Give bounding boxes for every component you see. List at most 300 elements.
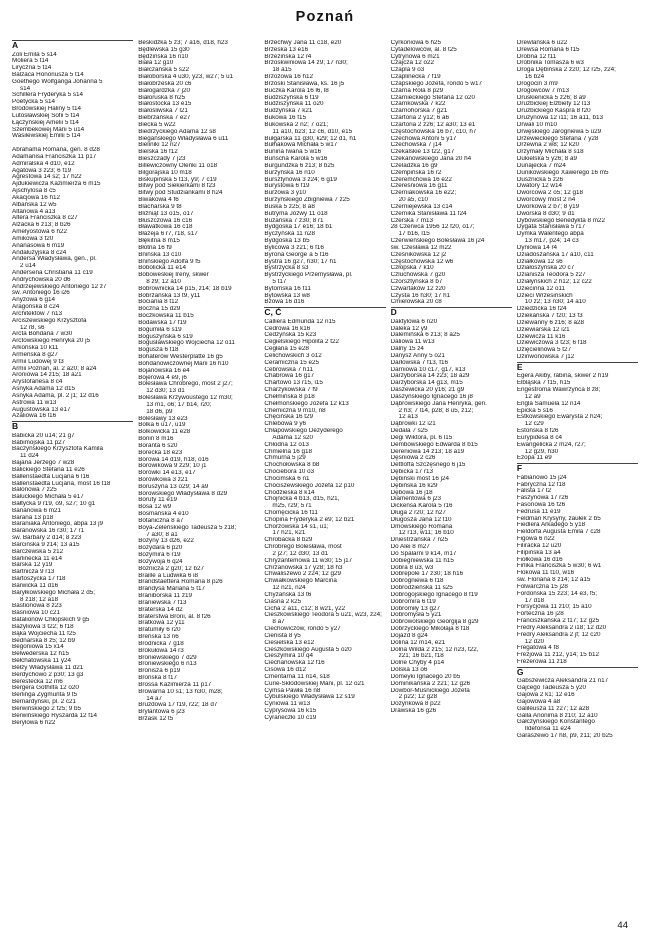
street-entry: Asnyka Adama, pl. 2 j1; 12 d16 [12,392,99,399]
street-entry: Bożymira 6 r19 [138,552,181,559]
street-entry: Bednarska 8 z5; 12 b9 [12,637,76,644]
street-entry: Cyniowa 11 w13 [264,701,311,708]
street-entry: Frezerowa 11 z18 [516,659,567,666]
street-entry: Bystrzycka 8 s3 [264,265,309,272]
street-entry: Gabszewicza Aleksandra 21 n17 [516,678,609,685]
street-entry: Buska 5 z25; 8 a8 [264,203,315,210]
street-entry: Ciasna 2 k25 [264,598,302,605]
street-entry: Cicha 2 a11, c12; 8 w21, y22 [264,605,346,612]
street-entry: Feldman Krysyny, zaułek 2 b5 [516,515,601,522]
street-entry: Boya-Żeleńskiego Tadeusza 5 z18; [138,524,237,531]
street-entry: Akacjowa 16 h12 [12,194,60,201]
street-entry: Buczka Karola 16 l6, l8 [264,87,329,94]
street-entry: Dobra 8 u3, w3 [390,564,434,571]
street-entry: Czeremchowa 16 e22 [390,176,452,183]
street-entry: Boczkowska 11 b15 [138,313,194,320]
street-entry-continuation: 12 r8, s6 [20,324,45,331]
street-entry: Baśniowa 10 c21 [12,610,60,617]
street-entry: Cedrowa 16 k16 [264,325,311,332]
street-entry: Cytadelowców, al. 8 t25 [390,46,457,53]
street-entry: Boboweskiej Ireny, skwer [138,272,209,279]
street-entry: Cześnikowska 12 j2 [390,251,447,258]
street-entry: Aragońska 8 c24 [12,304,60,311]
street-entry: Bunina Iwana 5 w16 [264,149,322,156]
street-entry: Burystowa 6 f19 [264,183,310,190]
street-entry: Brokułowa 14 r3 [138,647,184,654]
street-entry: Chojnicka 4 b13, d15, h21, [264,496,340,503]
street-entry: Dolna Wilda 2 z15; 12 n23, t22, [390,646,479,653]
street-entry: Aroniowa 14 z15; 18 a21 [12,372,82,379]
street-entry-continuation: 8 a7 [272,619,285,626]
street-entry: Czereśniowa 16 g11 [390,183,448,190]
street-entry: Brossa Kazimierza 11 p17 [138,681,212,688]
street-entry: Dobrepole 17 z30; 18 h16 [390,571,464,578]
street-entry: Altanowa 4 a13 [12,208,56,215]
street-entry: Brzechwy Jana 11 c18, e20 [264,40,342,46]
street-entry: Balzaca Honoriusza 5 t14 [12,71,84,78]
street-entry: Bogusławskiego Wojciecha 12 o11 [138,340,235,347]
street-entry: Bylicowa 3 z21; 6 f16 [264,244,324,251]
street-entry: Andrzejewskiego Antoniego 12 z7 [12,283,107,290]
street-entry: Dybowskiego Benedykta 8 m22 [516,217,606,224]
street-entry: Biebrzańska 7 e27 [138,115,191,122]
street-entry: Biwakowa 4 f6 [138,197,179,204]
street-entry: Bolesława Krzywoustego 12 m30; [138,395,233,402]
street-entry: Chryzantemowa 11 w30; 15 j17 [264,557,353,564]
street-entry: Drużbickiego Kaspra 8 f20 [516,108,591,115]
street-entry-continuation: 7 a30; 8 a1 [146,531,178,538]
street-entry: Działkowa 12 s6 [516,258,563,265]
street-entry: Drogowców 7 m13 [516,87,569,94]
street-entry: Chrzanowska 17 y28; 18 h3 [264,564,343,571]
street-entry-continuation: s14 [20,85,31,92]
section-letter: G [517,667,638,678]
street-entry: Fordońska 15 z23; 14 e3, f5; [516,590,597,597]
street-entry: Braniborska 11 z19 [138,593,192,600]
street-entry: Czechowska 7 j14 [390,142,442,149]
street-entry: Bolesławy 13 e23 [138,415,188,422]
street-entry: Dębiński most 16 j24 [390,475,450,482]
street-entry: Barlinecka 11 e14 [12,555,62,562]
street-entry: Bużańska 7 z30; 8 r1 [264,217,324,224]
street-entry: Dębińska 16 k29 [390,482,438,489]
street-entry-continuation: m25, r29; 5 r1 [272,503,312,510]
street-entry: Drobnika Tomasza 6 w3 [516,60,584,67]
street-entry: Bydgoska 13 b5 [264,238,310,245]
street-entry: Dąbrowskiego Jana Henryka, gen. [390,400,487,407]
street-entry: Bananowa 6 m21 [12,507,62,514]
index-column-4 [391,40,512,918]
street-entry: Altera Franciszka 8 c27 [12,215,78,222]
street-entry: Eurypidesa 8 c4 [516,434,562,441]
street-entry: Dedala 7 s25 [390,428,428,435]
street-entry: Bojanowska 16 e4 [138,367,190,374]
street-entry-continuation: 13 m1, o6; 17 b14, r20; [146,401,212,408]
street-entry: Dworcowa 2 o5; 12 g18 [516,190,583,197]
street-entry-continuation: 2 u14 [20,263,36,270]
street-entry: Drwali 10 m10 [516,121,558,128]
street-entry: Bojerowa 4 e9, j6 [138,374,187,381]
street-entry: Flokowa 11 t10, w16 [516,570,575,577]
index-column-3 [264,40,385,918]
street-entry: Bolkowicka 11 e28 [138,429,191,436]
street-entry: Berlinga Zygmunta 9 t5 [12,692,78,699]
street-entry: Armii Ludowej 9 t3 [12,358,64,365]
street-entry: Bohaterów Westerplatte 16 g5 [138,354,223,361]
street-entry: Chocimska 6 n1 [264,475,310,482]
street-entry: Arciszewskiego Krzysztofa [12,317,87,324]
street-entry: Dobromysła 5 y21 [390,612,442,619]
street-entry: Burgundzka 6 z13; 8 b25 [264,162,335,169]
street-entry: Dwatory 12 w14 [516,183,562,190]
street-entry: Beresteckа 12 m6 [12,678,63,685]
street-entry: Boranta 6 s20 [138,442,178,449]
street-entry: Biedrzyckiego Adama 12 s8 [138,128,216,135]
street-entry: Bogusza 6 t18 [138,347,179,354]
street-entry: Drużynowa 12 i11; 16 a11, b13 [516,115,604,122]
street-entry: Garaszewo 17 h8, p9, z11; 20 b25 [516,733,613,739]
page-title: Poznań [295,9,355,25]
street-entry: Dereniowa 14 z13; 18 a19 [390,448,465,455]
street-entry: Burzowa 3 y10 [264,190,307,197]
street-entry: Dziewicza 11 k16 [516,333,566,340]
street-entry: Burzyńska 16 n10 [264,169,315,176]
street-entry: Dunajecka 7 m24 [516,162,566,169]
street-entry: Arkońska 10 k11 [12,345,59,352]
street-entry: Dżinwonowska 7 j12 [516,354,575,361]
street-entry: Baluckiego Michała 5 e17 [12,494,84,501]
street-entry: Działyńskich 2 h12; 12 c22 [516,278,592,285]
street-entry: Galla Anonima 8 z10; 12 a10 [516,712,598,719]
street-entry: Bosa 12 w9 [138,504,172,511]
street-entry: Armeńska 8 g27 [12,351,58,358]
street-entry: Charzykowska 7 f9 [264,387,318,394]
street-entry: Darzyborska 14 g13, m15 [390,380,463,387]
street-entry: Agrestowa 14 s2; 17 h22 [12,174,82,181]
street-entry: Bliźniąt 13 o15, o17 [138,210,194,217]
street-entry: Albańska 12 w5 [12,201,57,208]
street-entry: Bytowska 13 w8 [264,292,310,299]
street-entry: Bożydara 6 p20 [138,545,183,552]
street-entry: Dobrodzieńska 11 s25 [390,585,453,592]
street-entry: Daktylowa 6 n20 [390,318,438,325]
street-entry: Bełchatowska 11 y24 [12,658,72,665]
section-letter: B [12,421,133,432]
street-index-columns [12,40,638,918]
street-entry: Chrobacka 8 b29 [264,537,313,544]
street-entry: Biskupińska 5 t13, y9; 7 c19 [138,176,217,183]
street-entry: Fieldorfa Augusta Emila 7 c28 [516,529,601,536]
street-entry: Chartowo 13 r15, i15 [264,380,323,387]
street-entry: Gajowa 2 k1; 12 e16 [516,692,575,699]
street-entry: Do Spalarni 9 k14, m17 [390,550,457,557]
street-entry: Gajcego Tadeusza 5 y20 [516,685,587,692]
street-entry-continuation: 17 d18 [524,597,545,604]
street-entry: Asnyka Adama 12 d15 [12,386,76,393]
street-entry: Druskienicka 5 z26; 8 a9 [516,94,586,101]
street-entry: Dobrogojskiego Ignacego 8 f19 [390,591,478,598]
street-entry: Billewiczówny Oleńki 11 o18 [138,162,218,169]
street-entry: Calliera Edmunda 12 n15 [264,318,336,325]
street-entry: Czerniakowska 16 e22; [390,190,457,197]
street-entry: Chęcińska 16 t29 [264,414,314,421]
street-entry: Chełmińska 8 p18 [264,393,315,400]
street-entry: Daleka 12 y9 [390,325,428,332]
street-entry: Bosmańska 4 e10 [138,511,189,518]
street-entry: Dolska 13 o6 [390,667,428,674]
street-entry: Borówkowa 3 z21 [138,477,188,483]
street-entry: Dworkowa 2 b7; 8 y19 [516,203,580,210]
street-entry: Moliera 5 t14 [12,58,49,65]
street-entry: Bratumiły 6 r20 [138,627,181,634]
street-entry: Drobna 12 f11 [516,53,557,60]
street-entry: Błękitna 8 m15 [138,238,180,245]
street-entry-continuation: 12 d30; 13 d1 [146,388,185,395]
street-entry: Częstochowska 12 w6 [390,258,454,265]
street-entry: Czajcza 12 o22 [390,60,435,67]
street-entry: Dworska 8 d30; 9 d1 [516,210,575,217]
street-entry: Czarnkowska 7 k22 [390,101,446,108]
street-entry: Bobrownicka 14 p15, z14; 18 b19 [138,285,232,292]
street-entry-continuation: 11 d24 [20,453,39,460]
street-entry: Ananasowa 6 m19 [12,242,65,249]
street-entry: Czysta 16 h30; 17 h1 [390,292,451,299]
street-entry: Cieszymira 10 q4 [264,653,314,660]
street-entry: Dymka Walentego abpa [516,231,584,238]
street-entry: Dobiegniewska 11 h15 [390,557,454,564]
street-entry: Dolina 12 m14, e21 [390,639,446,646]
street-entry-continuation: 12 a13 [398,414,418,421]
street-entry: Barwicka 11 d16 [12,582,59,589]
street-entry: Czerwieńskiego Bolesława 16 j24 [390,238,485,245]
street-entry: Bolka 6 u17, u19 [138,422,186,429]
street-entry: Dziewanny 6 z16; 8 a28 [516,319,585,326]
street-entry: Dembowskiego Edwarda 8 b15 [390,441,478,448]
street-entry: Dobromira 6 t19 [390,598,436,605]
street-entry: Falista 17 t2 [516,488,552,495]
street-entry: Czechowa Antoni 5 y17 [390,135,457,142]
section-letter: D [391,307,512,318]
street-entry: Cymsa Pawła 16 n8 [264,687,321,694]
street-entry: Fredry Aleksandra 2 jf; 12 c20 [516,631,601,638]
street-entry: Barcińska 9 z14; 13 a15 [12,541,80,548]
street-entry: Dziekańska 7 f20; 13 f3 [516,313,583,320]
street-entry: Będlewska 15 g30 [138,46,190,53]
street-entry-continuation: 10 z2; 13 n30; 14 a10 [524,299,586,306]
street-entry: Daszewicka 20 y16; 21 g9 [390,387,465,394]
street-entry: Butryma Józwy 11 o18 [264,210,328,217]
street-entry: Dygata Stanisława 5 r17 [516,224,586,231]
street-entry: Borówki 14 e13, e17 [138,470,196,477]
street-entry: Figowa 6 n22 [516,536,555,543]
street-entry: Forteczna 16 j28 [516,611,564,618]
street-entry: Czerniejewska 13 c14 [390,203,453,210]
street-entry: Cybulskiego Władysława 12 s19 [264,694,355,701]
street-entry-continuation: 16 b24 [524,74,545,81]
street-entry: Człopska 7 k10 [390,265,434,272]
page-number: 44 [617,920,628,931]
street-entry: Chwiałkowskiego Marcina [264,578,337,585]
street-entry: Bałtycka 9 r19, o9, s27; 10 g1 [12,501,96,507]
street-entry: Cebrowska 7 h11 [264,366,313,373]
street-entry: Faszynowa 17 r26 [516,495,569,502]
street-entry: Danysz Anny 5 o21 [390,352,445,359]
street-entry: Ciechanowska 12 f16 [264,660,325,667]
street-entry: Breńska 13 n6 [138,634,179,641]
street-entry: Zoli Emila 5 s14 [12,51,57,58]
street-entry: Arctowskiego Henryka 20 j5 [12,338,91,345]
street-entry: Budzyńska 7 k21 [264,108,313,115]
street-entry: Curie-Skłodowskiej Mani, pl. 12 o21 [264,680,365,687]
street-entry: Bieszczady 7 j23 [138,156,186,163]
street-entry: Bożyny 13 d26, e22 [138,538,194,545]
street-entry: Fredry Aleksandra 2 i18; 12 d20 [516,624,607,631]
street-entry: Cienista 8 y5 [264,632,301,639]
street-entry: Elbląska 7 f15, h15 [516,380,571,387]
street-entry: Adamanisa Franciszka 11 p17 [12,153,97,160]
street-entry: Bielska 16 f12 [138,149,178,156]
street-entry: Babimojska 11 p27 [12,439,66,446]
street-entry: Forsycjowa 11 z10; 15 a10 [516,604,592,611]
street-entry: Bohdanowiczównej Marii 16 h10 [138,360,229,367]
street-entry: Bukowska 2 n2; 7 o21; [264,121,329,128]
street-entry: Bnińska 13 c10 [138,251,182,258]
street-entry: Chrobrego Bolesława, most [264,544,342,551]
street-entry: Błotna 16 f9 [138,244,172,251]
street-entry: Cyraneczki 10 c19 [264,714,317,721]
street-entry: Chwaliszewo 2 z24; 12 g29 [264,571,342,578]
street-entry: Brandysa Mariana 5 t17 [138,586,206,593]
street-entry: Czernika Stanisława 11 f24 [390,210,467,217]
street-entry: Brodnicka 7 g18 [138,640,184,647]
street-entry: Cytrynowa 6 m21 [390,53,440,60]
street-entry: Dębowa 16 j18 [390,489,433,496]
street-entry: Drogocin 3 m9 [516,80,558,87]
street-entry: Dmowskiego Romana [390,523,453,530]
street-entry: Bronisza 6 p19 [138,668,181,675]
street-entry-continuation: 14 a7 [146,695,162,702]
street-entry: Czorsztyńska 8 b7 [390,278,443,285]
street-entry: Bazyliowa 3 t22; 6 f18 [12,623,74,630]
street-entry: Dworcowy most 2 n4 [516,197,576,204]
street-entry-continuation: 13 m17, p24; 14 c3 [524,238,579,245]
street-entry: Błażeja 6 r7, r18, s17 [138,231,198,238]
street-entry: Dobrowolskiego Georgija 8 g29 [390,619,479,626]
street-entry: Andersena Christiana 11 c19 [12,270,93,276]
street-entry: Ciesielska 13 e12 [264,639,315,646]
street-entry: Frezjowa 11 z12, y14; 15 b12 [516,652,599,659]
street-entry: Chmurna 5 j29 [264,455,306,462]
street-entry: Andrychowska 20 d6 [12,276,71,283]
street-entry: Chlebowa 9 y6 [264,421,307,428]
street-entry: Czarnieckiego Stefana 12 o20 [390,94,475,101]
street-entry: Czempińska 16 r2 [390,169,442,176]
street-entry: Cisowa 16 d12 [264,667,307,674]
street-entry: Abrahama Romana, gen. 8 d28 [12,147,100,154]
street-entry: Fiedlera Arkadego 5 y18 [516,522,586,529]
street-entry: Bułgarska 11 g30, k29; 12 d1, h1 [264,135,357,142]
street-entry: Dębicka 17 r13 [390,469,433,476]
street-entry: Bzowa 16 d16 [264,299,305,306]
street-entry: Białczańska 5 s22 [138,67,189,74]
street-entry-continuation: 5 t17 [272,278,287,285]
section-letter: C, Ć [264,307,385,318]
section-letter: A [12,40,133,51]
street-entry: Brandstaettera Romana 8 p26 [138,579,223,586]
street-entry: Dojazd 8 g24 [390,632,428,639]
street-entry: Chopina Fryderyka 2 e9; 12 b21 [264,516,355,523]
street-entry: Dobrzyckiego Mikołaja 8 f18 [390,626,470,633]
street-entry: Działoszyńska 20 c7 [516,265,575,272]
street-entry: Chmielna 16 g18 [264,448,313,455]
street-entry: Czarna Rola 8 p29 [390,87,444,94]
street-entry: Czaplinecka 7 f19 [390,74,441,81]
street-entry: Czwartaków 12 z20 [390,285,446,292]
street-entry-continuation: 18 a15 [272,67,292,74]
street-entry: Brzezińska 12 r4 [264,53,312,60]
street-entry: Dusznicka 5 z26 [516,176,564,183]
street-entry: Begoniowa 15 x14 [12,644,64,651]
street-entry: Brońska 8 f17 [138,675,178,682]
street-entry: Ajschylosa 8 c5 [12,188,56,195]
street-entry: Ezopa 11 e9 [516,455,552,462]
street-entry: Gajowowa 4 a8 [516,698,561,705]
street-entry: Ballenstaedta Lucjana 6 l16 [12,473,90,480]
street-entry: Dzianisza Teodora 5 z27 [516,272,586,279]
street-entry: Drzewieckiego Stefana 7 y28 [516,135,599,142]
street-entry: Dukielska 5 y26; 8 a9 [516,156,578,163]
street-entry: Borowskiego Władysława 8 d29 [138,490,228,497]
street-entry: Galileusza 11 z27; 12 a28 [516,705,590,712]
street-entry: Czartoria 2 z26; 12 a30; 13 e1 [390,121,476,128]
street-entry: Ewangelicka 2 m24, r27; [516,441,586,448]
street-entry: Drawska 16 g26 [390,708,437,714]
street-entry-continuation: 12 a9 [524,393,541,400]
street-entry: Brzozowa 16 h12 [264,74,314,81]
street-entry: Brylantowa 6 j23 [138,709,185,716]
street-entry: Bąka Wojciecha 11 f25 [12,630,76,637]
street-entry: Barczewska 5 z12 [12,548,64,555]
street-entry: Brzóski Stanisława, ks. 16 j5 [264,80,345,87]
street-entry-continuation: 12 c29 [524,421,544,428]
street-entry: Bursztynowa 3 z24; 6 g19 [264,176,337,183]
street-entry: Bystra 16 g27, h30; 17 h1 [264,258,337,265]
street-entry: Łączyńskiej Amelii 5 t14 [12,119,79,126]
street-entry: Cegłana 15 e28 [264,346,309,353]
street-entry: Bastionowa 8 z23 [12,603,62,610]
street-entry: Burzyńskiego Zbigniewa 7 z25 [264,197,350,204]
street-entry: Batalionów Chłopskich 9 g5 [12,617,90,624]
street-entry: Czapskiego Józefa, rondo 5 w17 [390,80,482,87]
street-entry: Goethego Wolfganga Johanna 5 [12,78,103,85]
street-entry: Czarnohorska 7 g21 [390,108,448,115]
street-entry: Bartnicza 9 r13 [12,569,55,576]
street-entry: Boruszyna 13 o29; 14 a9 [138,483,209,490]
street-entry: Broniewskiego 7 d29 [138,654,197,661]
street-entry: Drwęskiego Jarogniewa 5 u29 [516,128,602,135]
street-entry: Brzask 12 t5 [138,715,174,722]
street-entry-continuation: 2 h3; 7 l14, p28; 8 u5, z12; [398,407,474,414]
street-entry: Byczyńska 11 n28 [264,231,316,238]
street-entry: Drzewna 2 w8; 12 k20 [516,142,580,149]
street-entry: Dziewiczowa 3 t23; 6 f18 [516,340,587,347]
street-entry-continuation: Ildefonsa 11 e24 [524,726,571,733]
street-entry: Czerska 7 m13 [390,217,433,224]
street-entry: Bociania 8 t12 [138,299,179,306]
street-entry: Barana 13 p18 [12,514,54,521]
street-entry: Lutosławskiej Sofii 5 t14 [12,112,80,119]
street-entry: Arystofanesa 8 c4 [12,379,63,386]
